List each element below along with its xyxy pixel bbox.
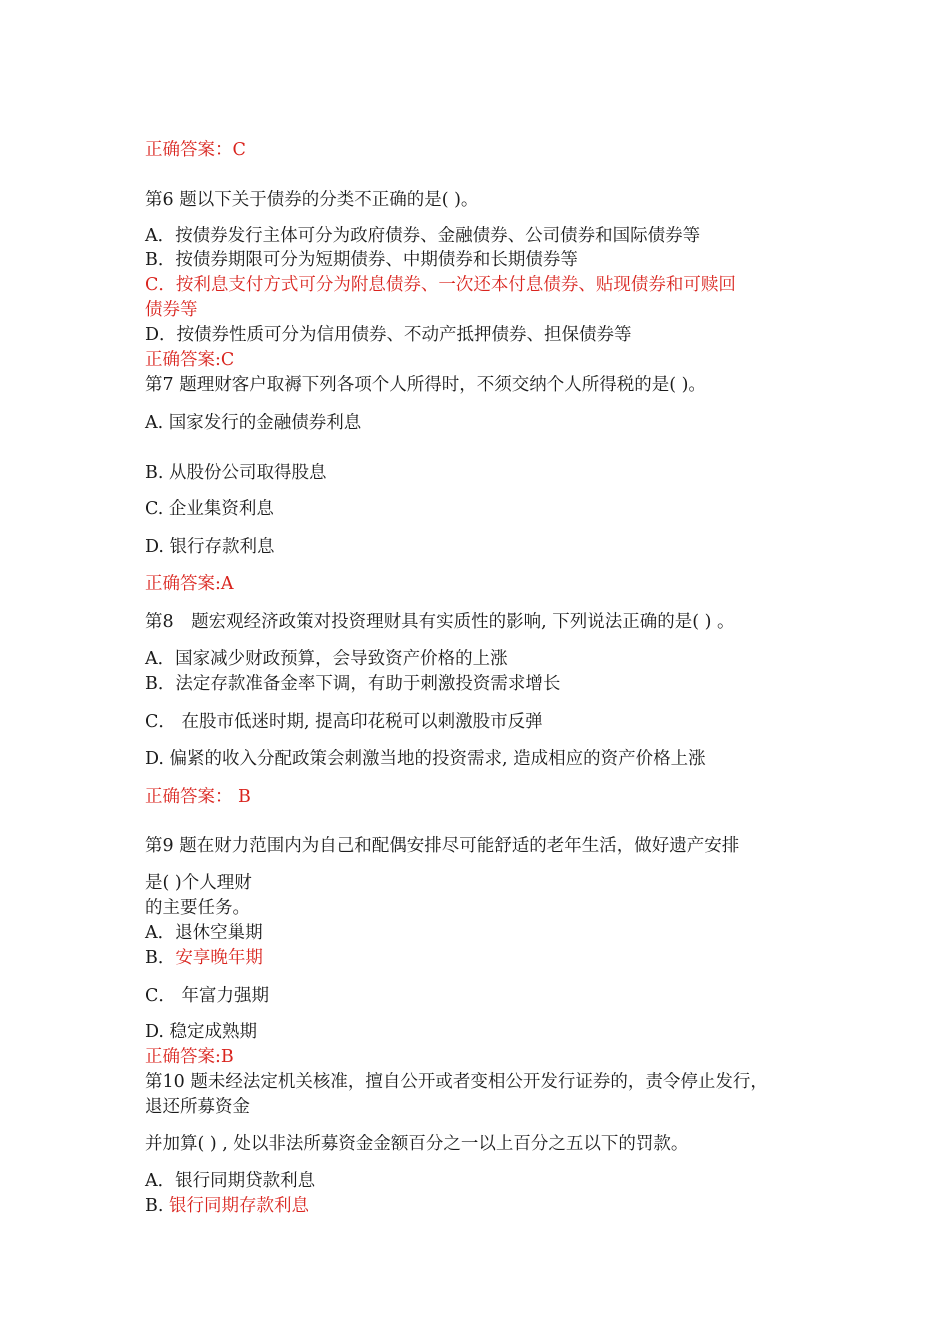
q6-option-c-cont: 债券等	[145, 300, 198, 320]
q8-option-b: B．法定存款准备金率下调，有助于刺激投资需求增长	[145, 674, 561, 694]
answer-q8: 正确答案： B	[145, 787, 251, 807]
question-7: 第7 题理财客户取褥下列各项个人所得时，不须交纳个人所得税的是( )。	[145, 375, 706, 395]
question-10: 第10 题未经法定机关核准，擅自公开或者变相公开发行证券的，责令停止发行，	[145, 1072, 768, 1092]
q10-option-b-letter: B.	[145, 1196, 164, 1216]
q8-option-c: C． 在股市低迷时期, 提高印花税可以刺激股市反弹	[145, 712, 543, 732]
q9-option-b-letter: B．	[145, 948, 176, 968]
q8-option-d: D. 偏紧的收入分配政策会刺激当地的投资需求, 造成相应的资产价格上涨	[145, 749, 706, 769]
q10-option-a: A．银行同期贷款利息	[145, 1171, 316, 1191]
question-9-cont-1: 是( )个人理财	[145, 873, 252, 893]
q10-option-b	[145, 1195, 309, 1217]
q8-option-a: A．国家减少财政预算，会导致资产价格的上涨	[145, 649, 508, 669]
q9-option-b-text: 安享晚年期	[175, 948, 263, 968]
q10-option-b-text: 银行同期存款利息	[163, 1196, 309, 1216]
answer-q9: 正确答案:B	[145, 1047, 234, 1067]
q7-option-c: C. 企业集资利息	[145, 499, 274, 519]
q9-option-a: A．退休空巢期	[145, 923, 263, 943]
answer-q5: 正确答案：C	[145, 140, 246, 160]
q9-option-c: C． 年富力强期	[145, 986, 269, 1006]
answer-q7: 正确答案:A	[145, 574, 234, 594]
q7-option-b: B. 从股份公司取得股息	[145, 463, 327, 483]
question-10-cont-1: 退还所募资金	[145, 1097, 250, 1117]
q6-option-d: D．按债券性质可分为信用债券、不动产抵押债券、担保债券等	[145, 325, 632, 345]
question-10-cont-2: 并加算( ) , 处以非法所募资金金额百分之一以上百分之五以下的罚款。	[145, 1134, 689, 1154]
q7-option-a: A. 国家发行的金融债券利息	[145, 413, 362, 433]
q9-option-d: D. 稳定成熟期	[145, 1022, 258, 1042]
q9-option-b	[145, 947, 263, 969]
q6-option-c: C．按利息支付方式可分为附息债券、一次还本付息债券、贴现债券和可赎回	[145, 275, 736, 295]
answer-q6: 正确答案:C	[145, 350, 235, 370]
q6-option-a: A．按债券发行主体可分为政府债券、金融债券、公司债券和国际债券等	[145, 226, 701, 246]
question-8: 第8 题宏观经济政策对投资理财具有实质性的影响, 下列说法正确的是( ) 。	[145, 612, 735, 632]
question-9: 第9 题在财力范围内为自己和配偶安排尽可能舒适的老年生活，做好遗产安排	[145, 836, 740, 856]
question-9-cont-2: 的主要任务。	[145, 898, 250, 918]
q6-option-b: B．按债券期限可分为短期债券、中期债券和长期债券等	[145, 250, 578, 270]
q7-option-d: D. 银行存款利息	[145, 537, 275, 557]
question-6: 第6 题以下关于债券的分类不正确的是( )。	[145, 190, 479, 210]
